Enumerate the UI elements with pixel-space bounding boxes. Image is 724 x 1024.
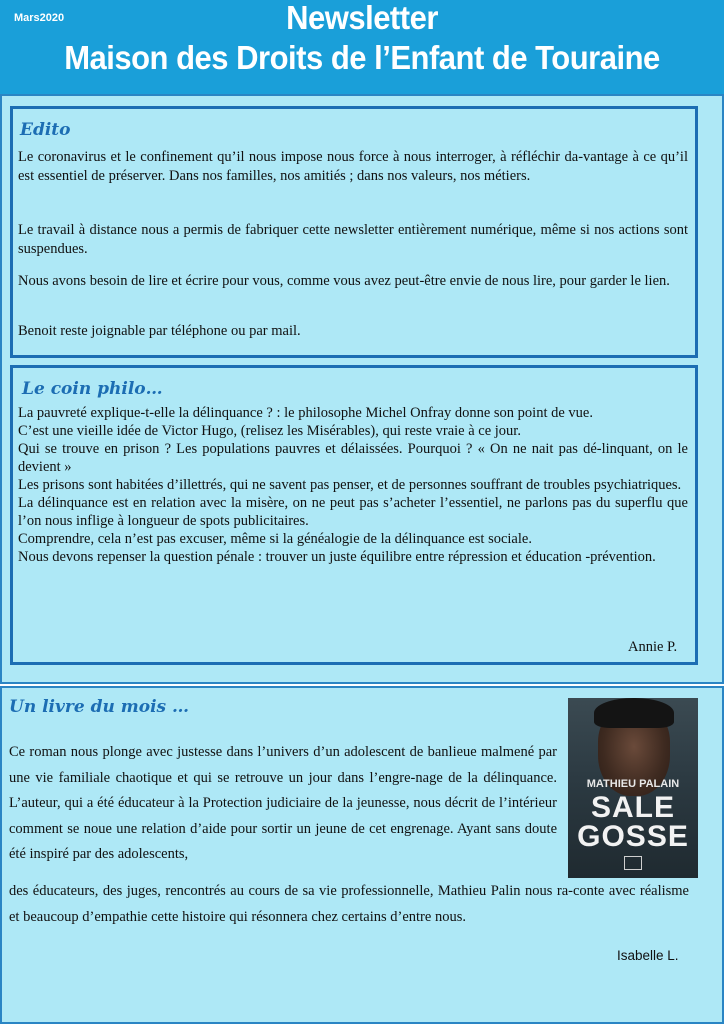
philo-title: Le coin philo…	[22, 379, 163, 399]
issue-date: Mars2020	[14, 12, 65, 24]
edito-title: Edito	[20, 120, 71, 140]
book-signature: Isabelle L.	[617, 948, 679, 963]
book-description: Ce roman nous plonge avec justesse dans l’univers d’un adolescent de banlieue malmené par une vie familiale chaotique et qui se retrouve un jour dans l’engre-nage de la délinquance. L’auteur, qui a été éducateur à la Protection judiciaire de la jeunesse, nous décrit de l’intérieur comment se noue une relation d’aide pour sortir un jeune de cet engrenage. Ayant sans doute été inspiré par des adolescents,	[9, 744, 557, 862]
philo-signature: Annie P.	[628, 639, 678, 655]
edito-paragraph: Le travail à distance nous a permis de fabriquer cette newsletter entièrement numérique, même si nos actions sont suspendues.	[18, 222, 688, 257]
philo-line: C’est une vieille idée de Victor Hugo, (relisez les Misérables), qui reste vraie à ce jour.	[18, 423, 521, 439]
philo-line: Les prisons sont habitées d’illettrés, qui ne savent pas penser, et de personnes souffrant de troubles psychiatriques.	[18, 477, 682, 493]
header-banner	[0, 0, 724, 94]
philo-line: La pauvreté explique-t-elle la délinquance ? : le philosophe Michel Onfray donne son point de vue.	[18, 405, 593, 421]
cover-author: MATHIEU PALAIN	[586, 778, 680, 790]
organization-title: Maison des Droits de l’Enfant de Touraine	[64, 38, 660, 77]
edito-paragraph: Benoit reste joignable par téléphone ou par mail.	[18, 323, 301, 339]
newsletter-title: Newsletter	[286, 0, 438, 37]
book-cover-image	[568, 698, 698, 878]
philo-text	[18, 404, 688, 566]
philo-line: Qui se trouve en prison ? Les populations pauvres et délaissées. Pourquoi ? « On ne nait pas dé-linquant, on le devient »	[18, 441, 688, 475]
cover-title-line2: GOSSE	[577, 820, 689, 853]
philo-line: Nous devons repenser la question pénale : trouver un juste équilibre entre répression et éducation -prévention.	[18, 549, 656, 565]
philo-line: Comprendre, cela n’est pas excuser, même si la généalogie de la délinquance est sociale.	[18, 531, 532, 547]
publisher-logo-icon	[624, 856, 642, 870]
cover-title-line1: SALE	[590, 791, 675, 824]
philo-line: La délinquance est en relation avec la misère, on ne peut pas s’acheter l’essentiel, ne parlons pas du superflu que l’on nous inflige à longueur de spots publicitaires.	[18, 495, 688, 529]
book-description-end: des éducateurs, des juges, rencontrés au cours de sa vie professionnelle, Mathieu Palin nous ra-conte avec réalisme et beaucoup d’empathie cette histoire qui résonnera chez certains d’entre nous.	[9, 883, 689, 925]
cover-portrait-hair	[594, 698, 674, 728]
book-section-title: Un livre du mois …	[9, 697, 190, 717]
edito-paragraph: Nous avons besoin de lire et écrire pour vous, comme vous avez peut-être envie de nous lire, pour garder le lien.	[18, 273, 670, 289]
edito-paragraph: Le coronavirus et le confinement qu’il nous impose nous force à nous interroger, à réfléchir da-vantage à ce qu’il est essentiel de préserver. Dans nos familles, nos amitiés ; dans nos valeurs, nos métiers.	[18, 149, 688, 184]
